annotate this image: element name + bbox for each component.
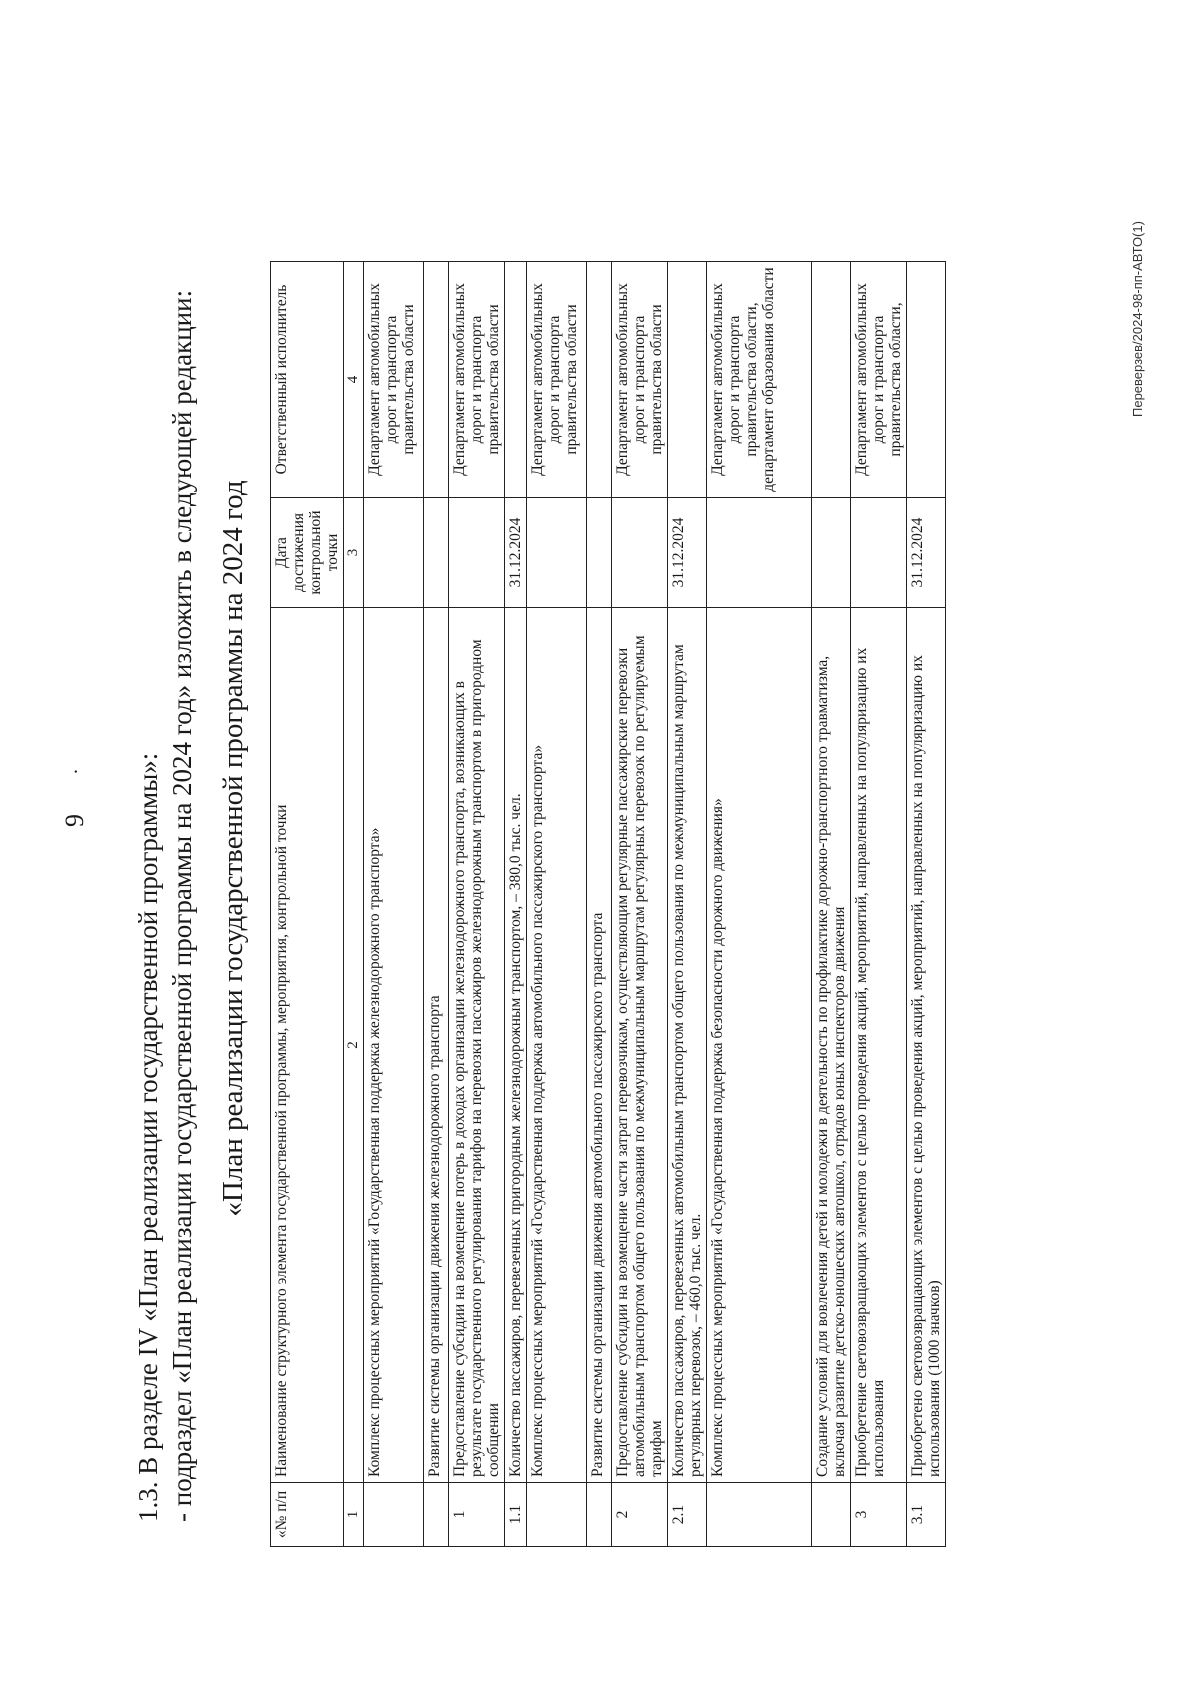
row-name: Приобретено световозвращающих элементов с целью проведения акций, мероприятий, направленных на популяризацию их использования (1000 значков) [907, 608, 946, 1483]
row-name: Количество пассажиров, перевезенных пригородным железнодорожным транспортом, – 380,0 тыс. чел. [505, 608, 527, 1483]
table-row [812, 262, 851, 1547]
row-num: 2 [612, 1483, 668, 1547]
row-name: Предоставление субсидии на возмещение потерь в доходах организации железнодорожного транспорта, возникающих в результате государственного регулирования тарифов на перевозки пассажиров железнодорожным транспортом в пригородном сообщении [449, 608, 505, 1483]
table-row [424, 262, 449, 1547]
row-responsible [424, 262, 449, 498]
column-number: 3 [344, 498, 364, 608]
row-date [364, 498, 424, 608]
column-number: 4 [344, 262, 364, 498]
section-heading: 1.3. В разделе IV «План реализации государственной программы»: [133, 752, 163, 1522]
row-num [707, 1483, 812, 1547]
row-name: Комплекс процессных мероприятий «Государственная поддержка железнодорожного транспорта» [364, 608, 424, 1483]
row-date [812, 498, 851, 608]
row-responsible: Департамент автомобильных дорог и транспорта правительства области, [851, 262, 907, 498]
row-responsible: Департамент автомобильных дорог и транспорта правительства области [364, 262, 424, 498]
row-responsible: Департамент автомобильных дорог и транспорта правительства области, департамент образования области [707, 262, 812, 498]
column-number-row [344, 262, 364, 1547]
row-name: Количество пассажиров, перевезенных автомобильным транспортом общего пользования по межмуниципальным маршрутам регулярных перевозок, – 460,0 тыс. чел. [668, 608, 707, 1483]
table-row [668, 262, 707, 1547]
row-date: 31.12.2024 [668, 498, 707, 608]
row-responsible: Департамент автомобильных дорог и транспорта правительства области [527, 262, 587, 498]
row-name: Развитие системы организации движения железнодорожного транспорта [424, 608, 449, 1483]
row-date [851, 498, 907, 608]
row-responsible: Департамент автомобильных дорог и транспорта правительства области [612, 262, 668, 498]
row-responsible [505, 262, 527, 498]
row-responsible: Департамент автомобильных дорог и транспорта правительства области [449, 262, 505, 498]
table-row [505, 262, 527, 1547]
header-name: Наименование структурного элемента государственной программы, мероприятия, контрольной точки [271, 608, 344, 1483]
row-name: Комплекс процессных мероприятий «Государственная поддержка безопасности дорожного движения» [707, 608, 812, 1483]
row-date [612, 498, 668, 608]
row-num: 3 [851, 1483, 907, 1547]
row-date [707, 498, 812, 608]
plan-title: «План реализации государственной программы на 2024 год [217, 480, 249, 1217]
column-number: 2 [344, 608, 364, 1483]
table-row [612, 262, 668, 1547]
row-num [812, 1483, 851, 1547]
row-responsible [587, 262, 612, 498]
row-num [587, 1483, 612, 1547]
row-name: Предоставление субсидии на возмещение части затрат перевозчикам, осуществляющим регулярные пассажирские перевозки автомобильным транспортом общего пользования по межмуниципальным маршрутам регулярных перевозок по регулируемым тарифам [612, 608, 668, 1483]
row-date [424, 498, 449, 608]
page-mark: . [60, 769, 82, 774]
subsection-heading: - подраздел «План реализации государственной программы на 2024 год» изложить в следующей редакции: [167, 289, 197, 1522]
row-date: 31.12.2024 [907, 498, 946, 608]
row-responsible [668, 262, 707, 498]
row-date [527, 498, 587, 608]
page-number [60, 769, 90, 827]
column-number: 1 [344, 1483, 364, 1547]
table-row [449, 262, 505, 1547]
row-name: Развитие системы организации движения автомобильного пассажирского транспорта [587, 608, 612, 1483]
table-row [587, 262, 612, 1547]
row-name: Приобретение световозвращающих элементов с целью проведения акций, мероприятий, направленных на популяризацию их использования [851, 608, 907, 1483]
row-num: 2.1 [668, 1483, 707, 1547]
row-name: Комплекс процессных мероприятий «Государственная поддержка автомобильного пассажирского транспорта» [527, 608, 587, 1483]
table-row [907, 262, 946, 1547]
row-num: 1 [449, 1483, 505, 1547]
table-row [707, 262, 812, 1547]
table-header-row [271, 262, 344, 1547]
row-num: 3.1 [907, 1483, 946, 1547]
table-row [364, 262, 424, 1547]
document-reference: Переверзев/2024-98-пп-АВТО(1) [1130, 221, 1145, 417]
row-date [449, 498, 505, 608]
row-name: Создание условий для вовлечения детей и молодежи в деятельность по профилактике дорожно-транспортного травматизма, включая развитие детско-юношеских автошкол, отрядов юных инспекторов движения [812, 608, 851, 1483]
row-date [587, 498, 612, 608]
table-row [527, 262, 587, 1547]
row-responsible [907, 262, 946, 498]
row-num [527, 1483, 587, 1547]
row-responsible [812, 262, 851, 498]
header-date: Дата достижения контрольной точки [271, 498, 344, 608]
table-row [851, 262, 907, 1547]
row-num: 1.1 [505, 1483, 527, 1547]
implementation-plan-table [270, 261, 946, 1547]
header-num: «№ п/п [271, 1483, 344, 1547]
row-num [424, 1483, 449, 1547]
row-date: 31.12.2024 [505, 498, 527, 608]
page-number-value: 9 [60, 814, 89, 827]
header-responsible: Ответственный исполнитель [271, 262, 344, 498]
row-num [364, 1483, 424, 1547]
